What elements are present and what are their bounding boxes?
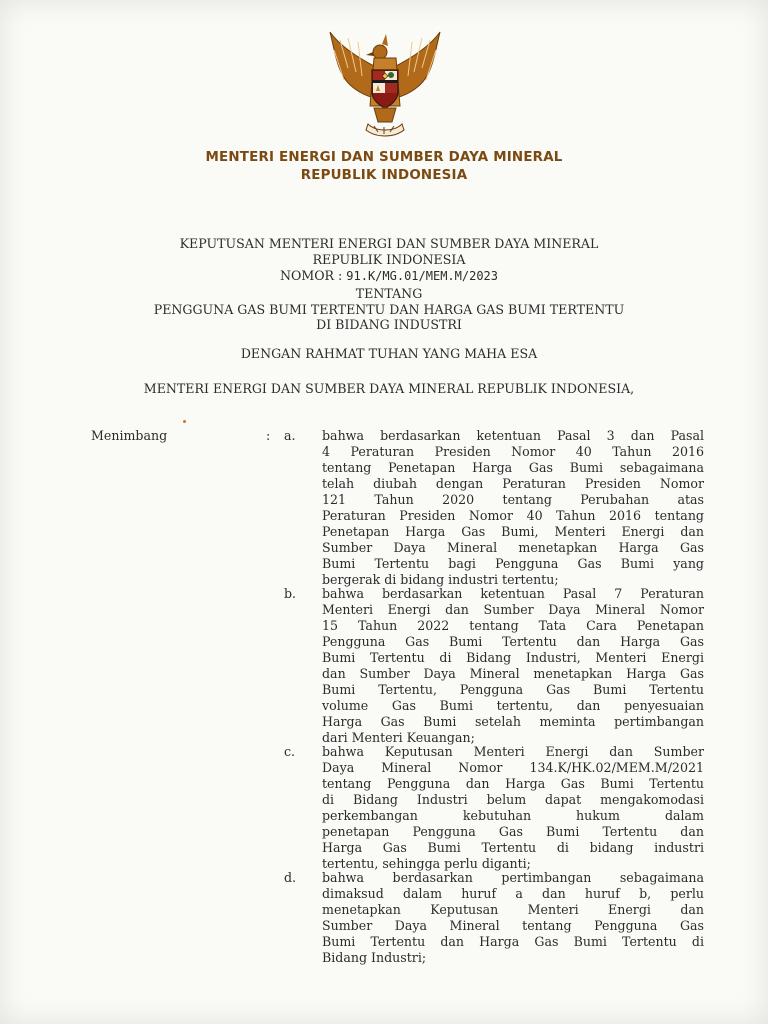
item-line: 121 Tahun 2020 tentang Perubahan atas: [322, 492, 704, 507]
item-line: Sumber Daya Mineral tentang Pengguna Gas: [322, 918, 704, 933]
item-line: telah diubah dengan Peraturan Presiden Nomor: [322, 476, 704, 491]
item-line: Bumi Tertentu dan Harga Gas Bumi Tertentu di: [322, 934, 704, 949]
ministry-heading: MENTERI ENERGI DAN SUMBER DAYA MINERAL: [205, 150, 563, 165]
item-line: 4 Peraturan Presiden Nomor 40 Tahun 2016: [322, 444, 704, 459]
item-line: Bumi Tertentu di Bidang Industri, Menteri Energi: [322, 650, 704, 665]
item-line: penetapan Pengguna Gas Bumi Tertentu dan: [322, 824, 704, 839]
item-line: Harga Gas Bumi setelah meminta pertimbangan: [322, 714, 704, 729]
decree-title-country: REPUBLIK INDONESIA: [312, 252, 466, 267]
item-line: Harga Gas Bumi Tertentu di bidang industri: [322, 840, 704, 855]
item-marker-a: a.: [284, 428, 296, 443]
item-line: Menteri Energi dan Sumber Daya Mineral Nomor: [322, 602, 704, 617]
item-line: bahwa Keputusan Menteri Energi dan Sumber: [322, 744, 704, 759]
item-line: di Bidang Industri belum dapat mengakomodasi: [322, 792, 704, 807]
item-marker-c: c.: [284, 744, 296, 759]
item-line: 15 Tahun 2022 tentang Tata Cara Penetapan: [322, 618, 704, 633]
item-line: dari Menteri Keuangan;: [322, 730, 475, 745]
item-line: bergerak di bidang industri tertentu;: [322, 572, 559, 587]
item-line: Bumi Tertentu bagi Pengguna Gas Bumi yang: [322, 556, 704, 571]
item-line: Peraturan Presiden Nomor 40 Tahun 2016 tentang: [322, 508, 704, 523]
item-marker-b: b.: [284, 586, 297, 601]
item-line: Daya Mineral Nomor 134.K/HK.02/MEM.M/2021: [322, 760, 704, 775]
garuda-emblem-icon: [318, 28, 452, 140]
item-line: Bidang Industri;: [322, 950, 427, 965]
item-line: bahwa berdasarkan ketentuan Pasal 7 Peraturan: [322, 586, 704, 601]
ink-mark: [183, 420, 186, 423]
decree-number-label: NOMOR :: [279, 268, 347, 283]
item-line: tentang Penetapan Harga Gas Bumi sebagaimana: [322, 460, 704, 475]
decree-subject-line2: DI BIDANG INDUSTRI: [316, 317, 462, 332]
item-line: bahwa berdasarkan ketentuan Pasal 3 dan Pasal: [322, 428, 704, 443]
minister-line: MENTERI ENERGI DAN SUMBER DAYA MINERAL REPUBLIK INDONESIA,: [143, 381, 635, 396]
decree-title: KEPUTUSAN MENTERI ENERGI DAN SUMBER DAYA MINERAL: [179, 236, 599, 251]
decree-number-line: [0, 268, 768, 284]
decree-number: 91.K/MG.01/MEM.M/2023: [346, 269, 498, 283]
republic-heading: REPUBLIK INDONESIA: [300, 168, 468, 183]
considering-item-b: [322, 586, 704, 746]
decree-subject: PENGGUNA GAS BUMI TERTENTU DAN HARGA GAS BUMI TERTENTU: [153, 302, 625, 317]
item-line: Sumber Daya Mineral menetapkan Harga Gas: [322, 540, 704, 555]
item-line: tertentu, sehingga perlu diganti;: [322, 856, 531, 871]
item-line: tentang Pengguna dan Harga Gas Bumi Tertentu: [322, 776, 704, 791]
item-line: dimaksud dalam huruf a dan huruf b, perlu: [322, 886, 704, 901]
item-line: Pengguna Gas Bumi Tertentu dan Harga Gas: [322, 634, 704, 649]
decree-about: TENTANG: [355, 286, 423, 301]
item-line: dan Sumber Daya Mineral menetapkan Harga Gas: [322, 666, 704, 681]
considering-item-c: [322, 744, 704, 872]
item-line: volume Gas Bumi tertentu, dan penyesuaian: [322, 698, 704, 713]
considering-colon: :: [266, 428, 271, 443]
blessing-line: DENGAN RAHMAT TUHAN YANG MAHA ESA: [240, 346, 538, 361]
considering-label: Menimbang: [91, 428, 168, 443]
item-line: Bumi Tertentu, Pengguna Gas Bumi Tertentu: [322, 682, 704, 697]
considering-item-a: [322, 428, 704, 588]
item-line: Penetapan Harga Gas Bumi, Menteri Energi dan: [322, 524, 704, 539]
item-line: bahwa berdasarkan pertimbangan sebagaimana: [322, 870, 704, 885]
considering-item-d: [322, 870, 704, 966]
item-line: perkembangan kebutuhan hukum dalam: [322, 808, 704, 823]
item-line: menetapkan Keputusan Menteri Energi dan: [322, 902, 704, 917]
item-marker-d: d.: [284, 870, 297, 885]
